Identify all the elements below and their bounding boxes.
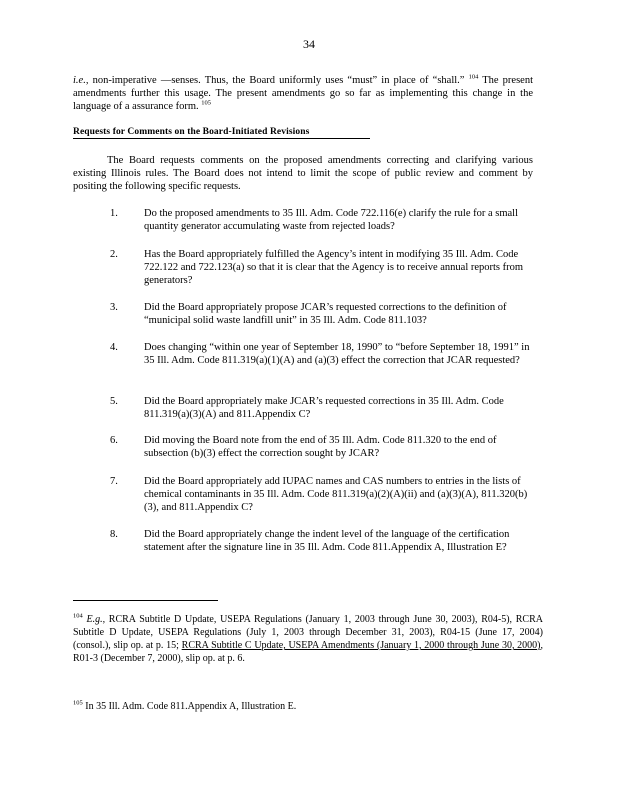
- page-number: 34: [303, 37, 315, 51]
- request-text: Did the Board appropriately change the indent level of the language of the certification statement after the signature line in 35 Ill. Adm. Code 811.Appendix A, Illustration E?: [144, 529, 510, 553]
- request-text: Did the Board appropriately add IUPAC names and CAS numbers to entries in the lists of chemical contaminants in 35 Ill. Adm. Code 811.319(a)(2)(A)(ii) and (a)(3)(A), 811.320(b)(3), and 811.Appendix C?: [144, 476, 528, 513]
- intro-abbreviation: i.e.,: [73, 75, 89, 86]
- request-text: Does changing “within one year of September 18, 1990” to “before September 18, 1991” in 35 Ill. Adm. Code 811.319(a)(1)(A) and (a)(3) effect the correction that JCAR requested?: [144, 342, 530, 366]
- footnote-number: 104: [73, 612, 83, 620]
- footnote-number: 105: [73, 699, 83, 707]
- section-heading: Requests for Comments on the Board-Initiated Revisions: [73, 127, 370, 139]
- footnote-text: In 35 Ill. Adm. Code 811.Appendix A, Illustration E.: [85, 701, 297, 712]
- footnote-text-end: , R01-3 (December 7, 2000), slip op. at p. 6.: [73, 640, 544, 664]
- request-number: 6.: [110, 435, 118, 446]
- intro-text-2: The present amendments further this usage. The present amendments go so far as implementing this change in the language of a assurance form.: [73, 75, 533, 112]
- footnote-text: RCRA Subtitle D Update, USEPA Regulations (January 1, 2003 through June 30, 2003), R04-5), RCRA Subtitle D Update, USEPA Regulations (July 1, 2003 through December 31, 2003), R04-15 (June 17, 2004) (consol.), slip op. at p. 15;: [73, 614, 543, 651]
- request-text: Did the Board appropriately make JCAR’s requested corrections in 35 Ill. Adm. Code 811.319(a)(3)(A) and 811.Appendix C?: [144, 396, 504, 420]
- footnote-separator: [73, 600, 218, 601]
- footnote-ref-104: 104: [468, 73, 479, 81]
- request-number: 2.: [110, 249, 118, 260]
- request-text: Do the proposed amendments to 35 Ill. Adm. Code 722.116(e) clarify the rule for a small quantity generator accumulating waste from rejected loads?: [144, 208, 519, 232]
- request-text: Did moving the Board note from the end of 35 Ill. Adm. Code 811.320 to the end of subsection (b)(3) effect the correction sought by JCAR?: [144, 435, 497, 459]
- footnote-ref-105: 105: [201, 99, 212, 107]
- intro-text-1: non-imperative —senses. Thus, the Board uniformly uses “must” in place of “shall.”: [92, 75, 465, 86]
- request-number: 7.: [110, 476, 118, 487]
- request-text: Did the Board appropriately propose JCAR’s requested corrections to the definition of “municipal solid waste landfill unit” in 35 Ill. Adm. Code 811.103?: [144, 302, 507, 326]
- footnote-underlined-citation: RCRA Subtitle C Update, USEPA Amendments (January 1, 2000 through June 30, 2000): [181, 640, 541, 651]
- request-number: 1.: [110, 208, 118, 219]
- footnote-104: [73, 613, 543, 665]
- intro-paragraph: [73, 74, 533, 113]
- request-number: 3.: [110, 302, 118, 313]
- request-text: Has the Board appropriately fulfilled the Agency’s intent in modifying 35 Ill. Adm. Code 722.122 and 722.123(a) so that it is clear that the Agency is to receive annual reports from generators?: [144, 249, 524, 286]
- request-number: 5.: [110, 396, 118, 407]
- request-number: 4.: [110, 342, 118, 353]
- footnote-105: [73, 700, 543, 713]
- request-number: 8.: [110, 529, 118, 540]
- request-paragraph: The Board requests comments on the proposed amendments correcting and clarifying various existing Illinois rules. The Board does not intend to limit the scope of public review and comment by positing the following specific requests.: [73, 155, 533, 192]
- footnote-eg: E.g.,: [86, 614, 106, 625]
